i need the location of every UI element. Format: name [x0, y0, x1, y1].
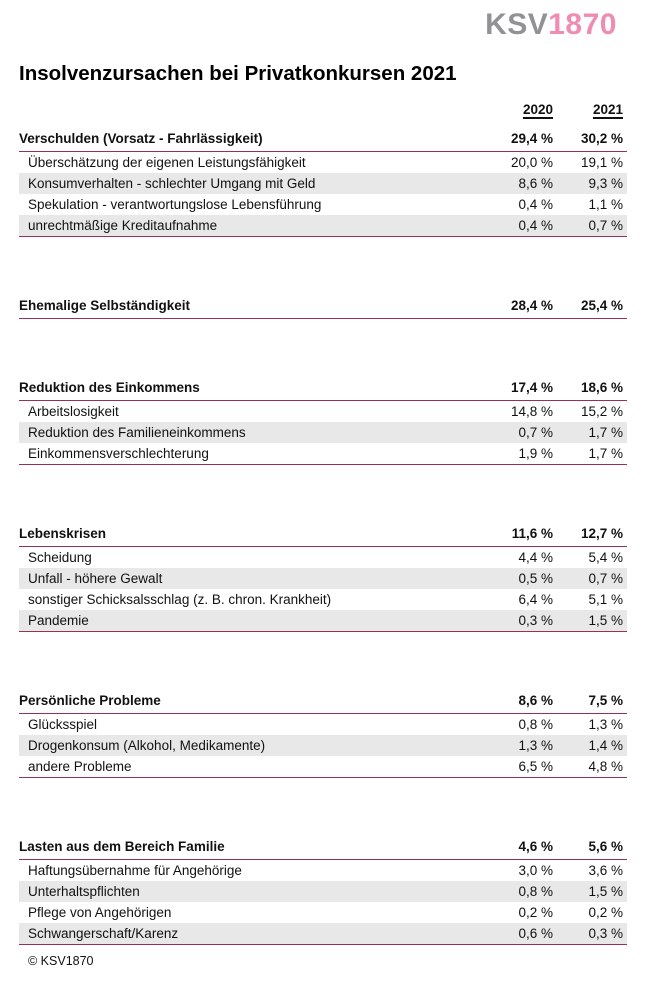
row-label: Pflege von Angehörigen: [28, 905, 172, 920]
row-value-2021: 4,8 %: [588, 759, 623, 774]
row-value-2021: 1,7 %: [588, 425, 623, 440]
row-label: sonstiger Schicksalsschlag (z. B. chron. Krankheit): [28, 592, 332, 607]
row-label: Scheidung: [28, 550, 92, 565]
section-value-2021: 30,2 %: [580, 131, 623, 146]
table-row: [19, 194, 627, 215]
table-row: [19, 714, 627, 735]
row-value-2021: 1,1 %: [588, 197, 623, 212]
logo-text-ksv: KSV: [485, 8, 549, 41]
row-value-2021: 0,7 %: [588, 218, 623, 233]
sections-container: [19, 132, 627, 945]
section-title: Lasten aus dem Bereich Familie: [19, 839, 225, 854]
row-value-2020: 0,4 %: [518, 197, 553, 212]
row-value-2020: 0,3 %: [518, 613, 553, 628]
row-value-2020: 3,0 %: [518, 863, 553, 878]
table-row: [19, 610, 627, 631]
section-header: [19, 527, 627, 547]
row-label: Unterhaltspflichten: [28, 884, 140, 899]
row-value-2021: 1,3 %: [588, 717, 623, 732]
section-value-2021: 25,4 %: [580, 298, 623, 313]
year-column-2021: [557, 101, 627, 119]
section-value-2020: 4,6 %: [518, 839, 553, 854]
section-value-2020: 11,6 %: [511, 526, 553, 541]
section-title: Lebenskrisen: [19, 526, 107, 541]
row-value-2020: 6,4 %: [518, 592, 553, 607]
section-6: [19, 840, 627, 945]
table-row: [19, 152, 627, 173]
section-rows: [19, 401, 627, 465]
row-label: Spekulation - verantwortungslose Lebensführung: [28, 197, 322, 212]
table-row: [19, 422, 627, 443]
section-value-2020: 28,4 %: [510, 298, 553, 313]
row-value-2021: 1,5 %: [588, 884, 623, 899]
section-value-2021: 12,7 %: [580, 526, 623, 541]
section-header: [19, 132, 627, 152]
row-value-2021: 1,5 %: [588, 613, 623, 628]
section-value-2021: 5,6 %: [588, 839, 623, 854]
ksv1870-logo: [0, 0, 646, 40]
table-row: [19, 589, 627, 610]
row-label: Reduktion des Familieneinkommens: [28, 425, 246, 440]
row-value-2020: 4,4 %: [518, 550, 553, 565]
row-label: Arbeitslosigkeit: [28, 404, 119, 419]
section-title: Ehemalige Selbständigkeit: [19, 298, 191, 313]
row-value-2021: 15,2 %: [580, 404, 623, 419]
section-value-2020: 29,4 %: [510, 131, 553, 146]
row-value-2020: 6,5 %: [518, 759, 553, 774]
table-row: [19, 173, 627, 194]
page-title: Insolvenzursachen bei Privatkonkursen 2021: [19, 62, 457, 85]
section-value-2021: 7,5 %: [588, 693, 623, 708]
row-value-2020: 1,3 %: [518, 738, 553, 753]
table-row: [19, 860, 627, 881]
row-label: Glücksspiel: [28, 717, 98, 732]
row-value-2020: 0,4 %: [518, 218, 553, 233]
row-label: Haftungsübernahme für Angehörige: [28, 863, 242, 878]
row-label: Drogenkonsum (Alkohol, Medikamente): [28, 738, 266, 753]
footer-copyright: © KSV1870: [28, 954, 94, 968]
row-label: Einkommensverschlechterung: [28, 446, 209, 461]
row-value-2021: 5,1 %: [588, 592, 623, 607]
row-value-2020: 0,8 %: [518, 884, 553, 899]
row-label: unrechtmäßige Kreditaufnahme: [28, 218, 218, 233]
section-2: [19, 299, 627, 319]
table-row: [19, 756, 627, 777]
section-value-2020: 17,4 %: [510, 380, 553, 395]
section-title: Reduktion des Einkommens: [19, 380, 200, 395]
year-column-2020: [487, 101, 557, 119]
row-value-2021: 9,3 %: [588, 176, 623, 191]
logo-text-1870: 1870: [548, 8, 617, 41]
section-rows: [19, 152, 627, 237]
row-value-2020: 0,7 %: [518, 425, 553, 440]
row-value-2020: 14,8 %: [510, 404, 553, 419]
section-4: [19, 527, 627, 632]
row-label: andere Probleme: [28, 759, 132, 774]
table-row: [19, 923, 627, 944]
table-row: [19, 443, 627, 464]
section-rows: [19, 547, 627, 632]
row-value-2021: 19,1 %: [580, 155, 623, 170]
row-value-2020: 0,2 %: [518, 905, 553, 920]
row-value-2021: 0,2 %: [588, 905, 623, 920]
row-value-2021: 1,7 %: [588, 446, 623, 461]
section-title: Persönliche Probleme: [19, 693, 161, 708]
table-row: [19, 881, 627, 902]
table-row: [19, 401, 627, 422]
section-header: [19, 299, 627, 319]
table-row: [19, 568, 627, 589]
section-header: [19, 381, 627, 401]
row-value-2020: 0,8 %: [518, 717, 553, 732]
row-value-2021: 0,7 %: [588, 571, 623, 586]
section-rows: [19, 714, 627, 778]
table-content: [19, 101, 627, 945]
row-value-2020: 8,6 %: [518, 176, 553, 191]
row-value-2021: 3,6 %: [588, 863, 623, 878]
section-3: [19, 381, 627, 465]
table-row: [19, 902, 627, 923]
row-value-2021: 1,4 %: [588, 738, 623, 753]
section-1: [19, 132, 627, 237]
table-row: [19, 547, 627, 568]
year-header-2021: 2021: [592, 102, 623, 117]
row-value-2021: 0,3 %: [588, 926, 623, 941]
row-value-2020: 0,6 %: [518, 926, 553, 941]
section-header: [19, 694, 627, 714]
row-value-2020: 0,5 %: [518, 571, 553, 586]
year-header-row: [19, 101, 627, 119]
row-value-2021: 5,4 %: [588, 550, 623, 565]
section-value-2021: 18,6 %: [580, 380, 623, 395]
section-rows: [19, 860, 627, 945]
row-label: Überschätzung der eigenen Leistungsfähigkeit: [28, 155, 306, 170]
section-value-2020: 8,6 %: [518, 693, 553, 708]
row-label: Konsumverhalten - schlechter Umgang mit Geld: [28, 176, 316, 191]
section-5: [19, 694, 627, 778]
row-label: Unfall - höhere Gewalt: [28, 571, 163, 586]
row-value-2020: 20,0 %: [510, 155, 553, 170]
section-title: Verschulden (Vorsatz - Fahrlässigkeit): [19, 131, 263, 146]
section-header: [19, 840, 627, 860]
year-header-2020: 2020: [522, 102, 553, 117]
table-row: [19, 215, 627, 236]
row-label: Pandemie: [28, 613, 89, 628]
table-row: [19, 735, 627, 756]
row-label: Schwangerschaft/Karenz: [28, 926, 179, 941]
row-value-2020: 1,9 %: [518, 446, 553, 461]
